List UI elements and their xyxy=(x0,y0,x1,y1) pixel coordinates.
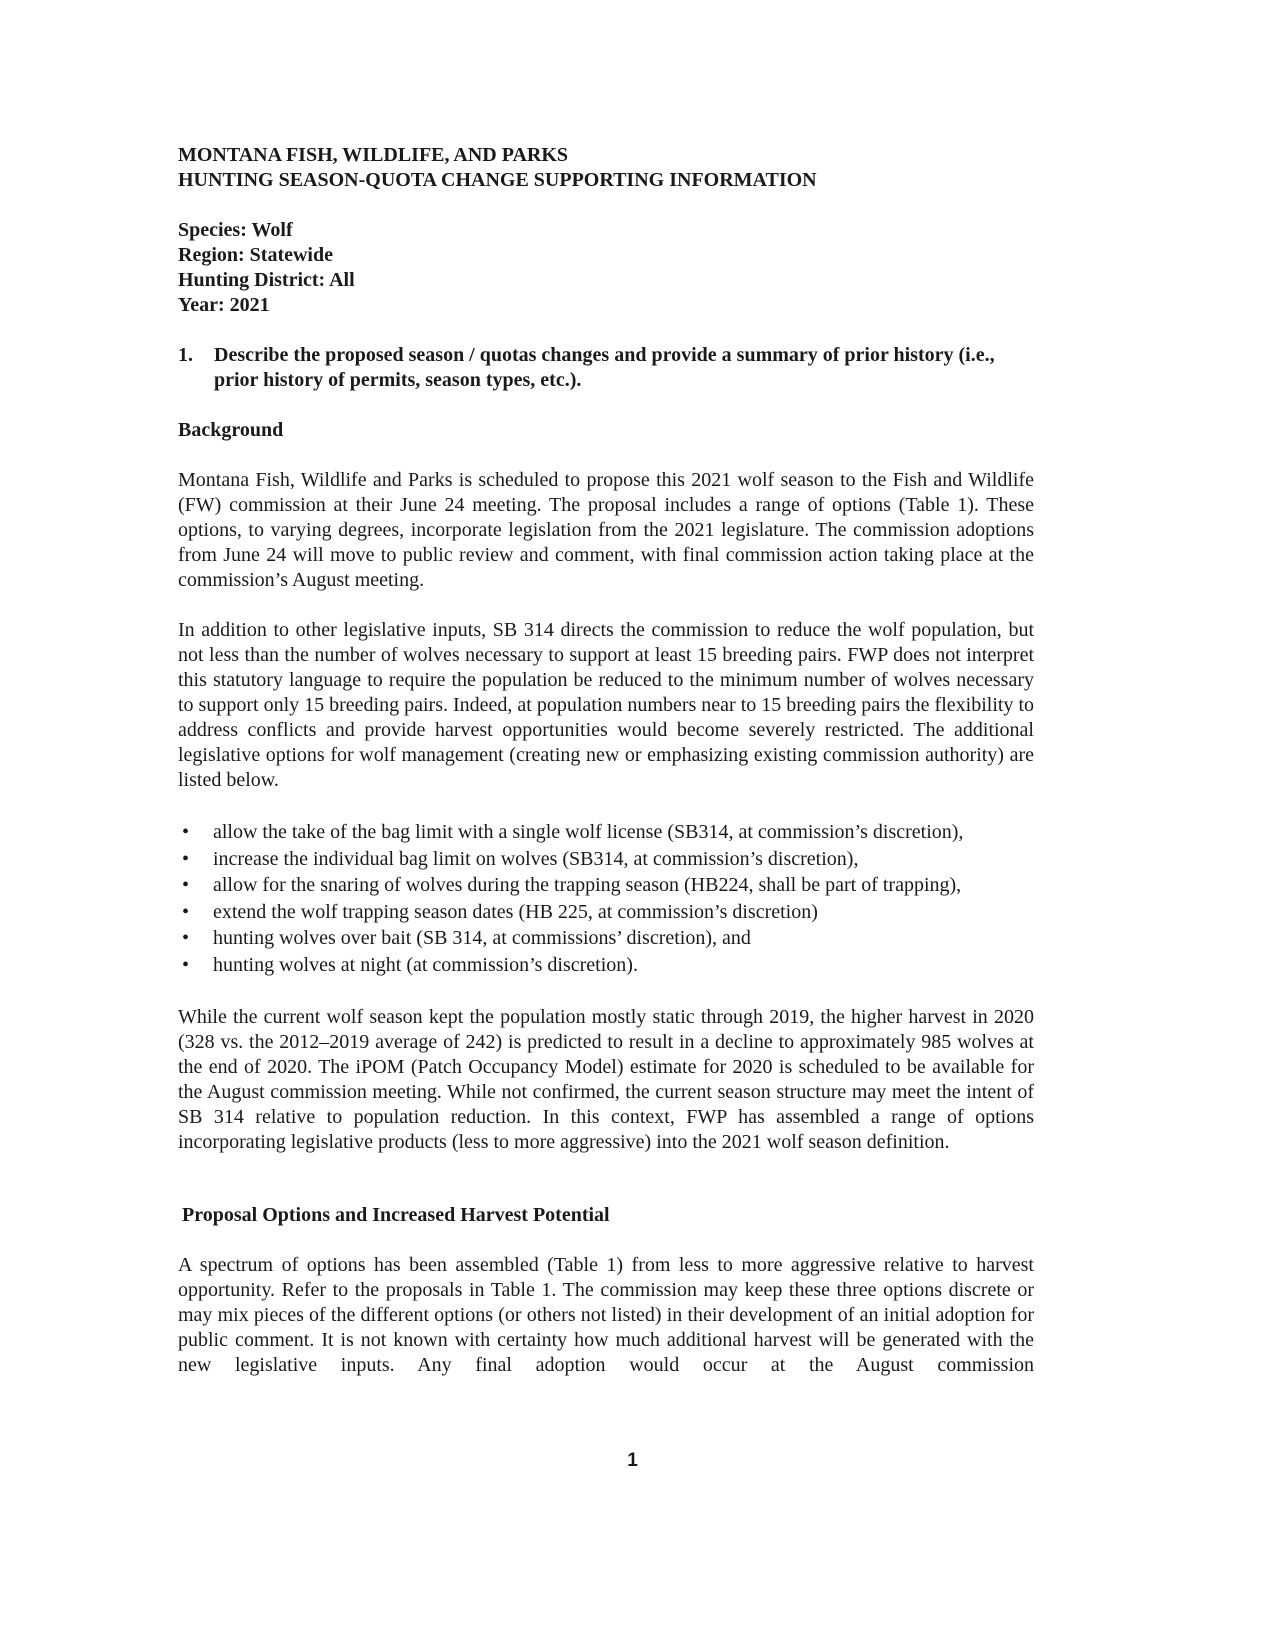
header-title: HUNTING SEASON-QUOTA CHANGE SUPPORTING INFORMATION xyxy=(178,169,817,191)
list-item-text: allow for the snaring of wolves during the trapping season (HB224, shall be part of trapping), xyxy=(213,874,962,897)
district-line: Hunting District: All xyxy=(178,269,355,291)
proposal-heading: Proposal Options and Increased Harvest Potential xyxy=(182,1204,610,1226)
list-item xyxy=(178,819,1034,846)
list-item-text: extend the wolf trapping season dates (HB 225, at commission’s discretion) xyxy=(213,900,818,923)
background-paragraph-1: Montana Fish, Wildlife and Parks is scheduled to propose this 2021 wolf season to the Fish and Wildlife (FW) commission at their June 24 meeting. The proposal includes a range of options (Table 1). These options, to varying degrees, incorporate legislation from the 2021 legislature. The commission adoptions from June 24 will move to public review and comment, with final commission action taking place at the commission’s August meeting. xyxy=(178,469,1034,591)
question-text: Describe the proposed season / quotas changes and provide a summary of prior history (i.e., prior history of permits, season types, etc.). xyxy=(214,344,995,391)
list-item xyxy=(178,952,1034,979)
list-item xyxy=(178,925,1034,952)
bullet-icon: • xyxy=(182,847,190,870)
background-paragraph-2: In addition to other legislative inputs, SB 314 directs the commission to reduce the wolf population, but not less than the number of wolves necessary to support at least 15 breeding pairs. FWP does not interpret this statutory language to require the population be reduced to the minimum number of wolves necessary to support only 15 breeding pairs. Indeed, at population numbers near to 15 breeding pairs the flexibility to address conflicts and provide harvest opportunities would become severely restricted. The additional legislative options for wolf management (creating new or emphasizing existing commission authority) are listed below. xyxy=(178,619,1034,791)
list-item xyxy=(178,872,1034,899)
list-item xyxy=(178,899,1034,926)
region-line: Region: Statewide xyxy=(178,244,333,266)
proposal-paragraph-1: A spectrum of options has been assembled (Table 1) from less to more aggressive relative to harvest opportunity. Refer to the proposals in Table 1. The commission may keep these three options discrete or may mix pieces of the different options (or others not listed) in their development of an initial adoption for public comment. It is not known with certainty how much additional harvest will be generated with the new legislative inputs. Any final adoption would occur at the August commission xyxy=(178,1254,1034,1376)
list-item-text: hunting wolves at night (at commission’s discretion). xyxy=(213,953,638,976)
bullet-icon: • xyxy=(182,927,190,950)
year-line: Year: 2021 xyxy=(178,294,270,316)
species-line: Species: Wolf xyxy=(178,219,293,241)
page-number: 1 xyxy=(627,1450,638,1471)
header-agency: MONTANA FISH, WILDLIFE, AND PARKS xyxy=(178,144,569,166)
list-item xyxy=(178,846,1034,873)
background-paragraph-3: While the current wolf season kept the population mostly static through 2019, the higher harvest in 2020 (328 vs. the 2012–2019 average of 242) is predicted to result in a decline to approximately 985 wolves at the end of 2020. The iPOM (Patch Occupancy Model) estimate for 2020 is scheduled to be available for the August commission meeting. While not confirmed, the current season structure may meet the intent of SB 314 relative to population reduction. In this context, FWP has assembled a range of options incorporating legislative products (less to more aggressive) into the 2021 wolf season definition. xyxy=(178,1006,1034,1153)
question-number: 1. xyxy=(178,344,193,366)
document-header xyxy=(178,143,1034,193)
list-item-text: hunting wolves over bait (SB 314, at commissions’ discretion), and xyxy=(213,927,751,950)
bullet-icon: • xyxy=(182,900,190,923)
list-item-text: allow the take of the bag limit with a single wolf license (SB314, at commission’s discretion), xyxy=(213,821,964,843)
bullet-icon: • xyxy=(182,874,190,897)
metadata-block xyxy=(178,218,1034,318)
bullet-icon: • xyxy=(182,821,190,843)
legislative-options-list xyxy=(178,819,1034,979)
question-1 xyxy=(178,343,1008,393)
bullet-icon: • xyxy=(182,953,190,976)
list-item-text: increase the individual bag limit on wolves (SB314, at commission’s discretion), xyxy=(213,847,859,870)
background-heading: Background xyxy=(178,419,284,441)
